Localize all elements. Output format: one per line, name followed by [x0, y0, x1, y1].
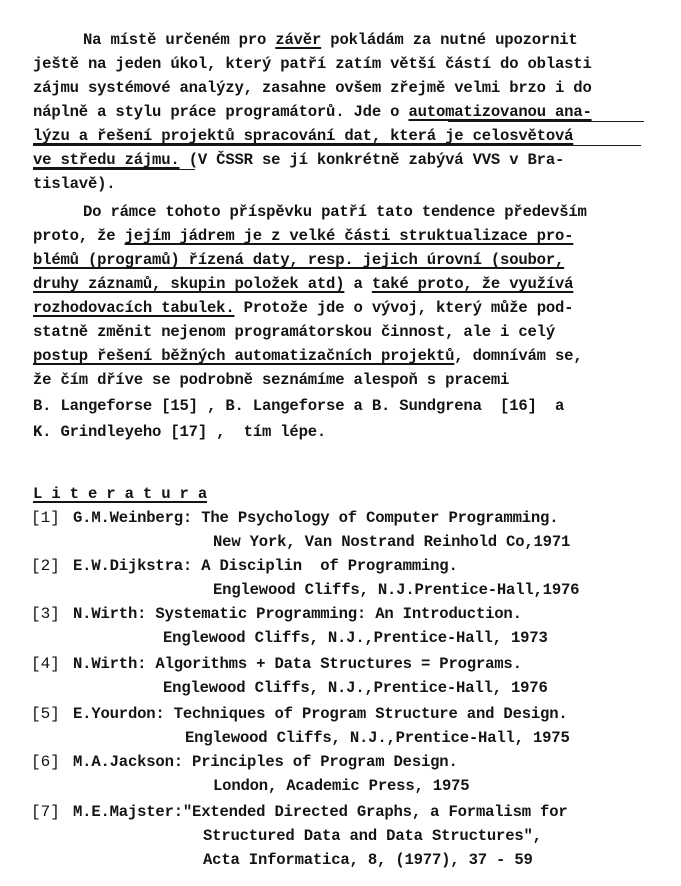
ref-line: E.Yourdon: Techniques of Program Structure and Design. [73, 705, 568, 723]
ref-line: M.E.Majster:"Extended Directed Graphs, a Formalism for [73, 803, 568, 821]
p2-l7b: , domnívám se, [454, 347, 583, 365]
p1-l1c: pokládám za nutné upozornit [321, 31, 578, 49]
ref-line: N.Wirth: Algorithms + Data Structures = Programs. [73, 655, 522, 673]
p2-l2a: proto, že [33, 227, 125, 245]
p2-line-10: K. Grindleyeho [17] , tím lépe. [33, 423, 327, 441]
p2-l7a-underlined: postup řešení běžných automatizačních projektů [33, 347, 455, 365]
p1-l1a: Na místě určeném pro [83, 31, 276, 49]
pen-underline-2 [33, 145, 641, 146]
p2-l4b: a [344, 275, 372, 293]
p2-line-7 [33, 346, 582, 366]
ref-line: Englewood Cliffs, N.J.,Prentice-Hall, 1976 [163, 679, 548, 697]
ref-line: Englewood Cliffs, N.J.Prentice-Hall,1976 [213, 581, 580, 599]
p1-line-6 [33, 150, 564, 170]
ref-number: [4] [31, 655, 60, 673]
ref-line: Acta Informatica, 8, (1977), 37 - 59 [203, 851, 533, 869]
p2-l4c-underlined: také proto, že využívá [371, 275, 574, 293]
ref-line: Structured Data and Data Structures", [203, 827, 542, 845]
p1-l4b-underlined: automatizovanou ana- [408, 103, 592, 121]
p2-line-2 [33, 226, 573, 246]
p1-l4a: náplně a stylu práce programátorů. Jde o [33, 103, 409, 121]
ref-number: [6] [31, 753, 60, 771]
p1-line-3: zájmu systémové analýzy, zasahne ovšem zřejmě velmi brzo i do [33, 79, 592, 97]
p1-line-7: tislavě). [33, 175, 116, 193]
ref-number: [7] [31, 803, 60, 821]
p2-l2b-underlined: jejím jádrem je z velké části struktualizace pro- [124, 227, 574, 245]
ref-number: [3] [31, 605, 60, 623]
pen-underline-1 [448, 121, 644, 122]
ref-number: [1] [31, 509, 60, 527]
ref-number: [5] [31, 705, 60, 723]
p1-line-2: ještě na jeden úkol, který patří zatím větší částí do oblasti [33, 55, 592, 73]
word-zaver: závěr [275, 31, 322, 49]
p2-line-5 [33, 298, 573, 318]
literature-heading: L i t e r a t u r a [33, 485, 207, 503]
p1-line-5: lýzu a řešení projektů spracování dat, která je celosvětová [33, 127, 574, 145]
pen-underline-3 [33, 169, 195, 170]
ref-line: N.Wirth: Systematic Programming: An Introduction. [73, 605, 522, 623]
ref-line: Englewood Cliffs, N.J.,Prentice-Hall, 1975 [185, 729, 570, 747]
p2-l4a-underlined: druhy záznamů, skupin položek atd) [33, 275, 345, 293]
p2-line-8: že čím dříve se podrobně seznámíme alespoň s pracemi [33, 371, 510, 389]
ref-line: London, Academic Press, 1975 [213, 777, 470, 795]
p2-line-4 [33, 274, 573, 294]
p2-line-6: statně změnit nejenom programátorskou činnost, ale i celý [33, 323, 555, 341]
p2-l1: Do rámce tohoto příspěvku patří tato tendence především [83, 203, 587, 221]
p2-line-3: blémů (programů) řízená daty, resp. jejich úrovní (soubor, [33, 251, 565, 269]
p1-l6a-underlined: ve středu zájmu. [33, 151, 180, 169]
ref-line: Englewood Cliffs, N.J.,Prentice-Hall, 1973 [163, 629, 548, 647]
p2-line-9: B. Langeforse [15] , B. Langeforse a B. Sundgrena [16] a [33, 397, 565, 415]
ref-line: M.A.Jackson: Principles of Program Design. [73, 753, 458, 771]
ref-line: G.M.Weinberg: The Psychology of Computer Programming. [73, 509, 559, 527]
p1-line-4 [33, 102, 592, 122]
p2-line-1 [33, 202, 587, 222]
ref-number: [2] [31, 557, 60, 575]
p1-line-1 [33, 30, 578, 50]
ref-line: E.W.Dijkstra: A Disciplin of Programming. [73, 557, 458, 575]
ref-line: New York, Van Nostrand Reinhold Co,1971 [213, 533, 571, 551]
p2-l5b: Protože jde o vývoj, který může pod- [234, 299, 574, 317]
p1-l6b: (V ČSSR se jí konkrétně zabývá VVS v Bra- [179, 151, 565, 169]
p2-l5a-underlined: rozhodovacích tabulek. [33, 299, 235, 317]
